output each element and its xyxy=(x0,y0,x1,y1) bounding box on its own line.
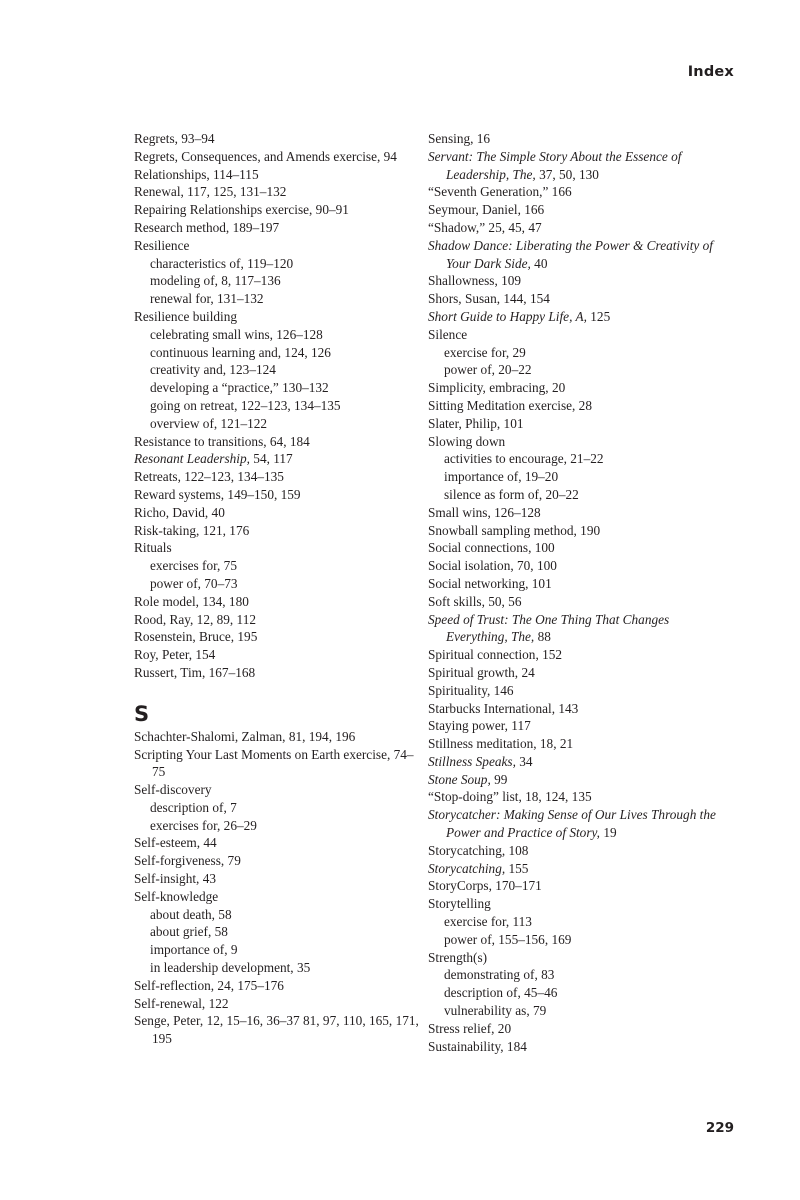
entry-text: characteristics of, 119–120 xyxy=(150,255,294,271)
index-entry xyxy=(134,130,419,148)
entry-text: Shors, Susan, 144, 154 xyxy=(428,291,550,307)
entry-text: Resilience building xyxy=(134,308,238,324)
entry-text: description of, 7 xyxy=(150,799,237,815)
entry-text: modeling of, 8, 117–136 xyxy=(150,273,281,289)
index-subentry xyxy=(428,486,728,504)
entry-text: Soft skills, 50, 56 xyxy=(428,593,522,609)
entry-text: about grief, 58 xyxy=(150,924,228,940)
index-entry xyxy=(428,788,728,806)
index-entry xyxy=(428,700,728,718)
entry-title: Storycatcher: Making Sense of Our Lives Through the Power and Practice of Story, xyxy=(428,807,716,841)
entry-text: Self-renewal, 122 xyxy=(134,995,229,1011)
entry-text: demonstrating of, 83 xyxy=(444,967,555,983)
index-entry xyxy=(428,290,728,308)
entry-text: Repairing Relationships exercise, 90–91 xyxy=(134,202,349,218)
entry-text: Social connections, 100 xyxy=(428,540,555,556)
entry-text: Scripting Your Last Moments on Earth exercise, 74–75 xyxy=(134,746,414,780)
entry-text: Russert, Tim, 167–168 xyxy=(134,664,256,680)
index-subentry xyxy=(134,255,419,273)
entry-text: description of, 45–46 xyxy=(444,985,558,1001)
index-entry xyxy=(428,148,728,184)
index-entry xyxy=(428,433,728,451)
index-subentry xyxy=(428,913,728,931)
entry-text: “Seventh Generation,” 166 xyxy=(428,184,572,200)
index-entry xyxy=(134,888,419,906)
entry-text: Slowing down xyxy=(428,433,506,449)
entry-text: developing a “practice,” 130–132 xyxy=(150,380,329,396)
entry-text: exercise for, 29 xyxy=(444,344,526,360)
index-entry xyxy=(134,486,419,504)
index-entry xyxy=(134,611,419,629)
index-entry xyxy=(134,1012,419,1048)
index-entry xyxy=(428,201,728,219)
entry-text: Regrets, 93–94 xyxy=(134,131,215,146)
running-head: Index xyxy=(687,64,734,80)
entry-text: Shallowness, 109 xyxy=(428,273,522,289)
entry-text: 88 xyxy=(534,629,551,645)
entry-text: Snowball sampling method, 190 xyxy=(428,522,601,538)
index-entry xyxy=(134,183,419,201)
index-subentry xyxy=(428,966,728,984)
entry-text: Sitting Meditation exercise, 28 xyxy=(428,397,592,413)
entry-text: power of, 20–22 xyxy=(444,362,532,378)
entry-text: Self-reflection, 24, 175–176 xyxy=(134,977,284,993)
entry-text: 34 xyxy=(515,753,533,769)
index-entry xyxy=(428,1020,728,1038)
index-entry xyxy=(428,877,728,895)
index-entry xyxy=(134,219,419,237)
entry-text: about death, 58 xyxy=(150,906,232,922)
entry-text: importance of, 19–20 xyxy=(444,469,559,485)
entry-text: “Shadow,” 25, 45, 47 xyxy=(428,219,542,235)
entry-text: Rituals xyxy=(134,540,172,556)
index-entry xyxy=(428,753,728,771)
entry-text: activities to encourage, 21–22 xyxy=(444,451,604,467)
entry-text: Retreats, 122–123, 134–135 xyxy=(134,469,284,485)
entry-text: Relationships, 114–115 xyxy=(134,166,259,182)
entry-text: Silence xyxy=(428,326,468,342)
index-entry xyxy=(428,237,728,273)
index-entry xyxy=(134,308,419,326)
index-entry xyxy=(134,468,419,486)
entry-text: Seymour, Daniel, 166 xyxy=(428,202,545,218)
entry-text: StoryCorps, 170–171 xyxy=(428,878,542,894)
entry-text: Self-discovery xyxy=(134,782,212,798)
entry-text: continuous learning and, 124, 126 xyxy=(150,344,331,360)
entry-text: Regrets, Consequences, and Amends exercise, 94 xyxy=(134,148,397,164)
entry-text: Sensing, 16 xyxy=(428,131,491,146)
entry-text: creativity and, 123–124 xyxy=(150,362,276,378)
entry-text: Simplicity, embracing, 20 xyxy=(428,380,566,396)
entry-text: power of, 155–156, 169 xyxy=(444,931,572,947)
entry-text: Storytelling xyxy=(428,896,491,912)
index-entry xyxy=(428,949,728,967)
index-subentry xyxy=(428,931,728,949)
entry-text: Resistance to transitions, 64, 184 xyxy=(134,433,310,449)
entry-text: Strength(s) xyxy=(428,949,488,965)
index-subentry xyxy=(134,557,419,575)
entry-text: Social networking, 101 xyxy=(428,575,552,591)
entry-text: Self-esteem, 44 xyxy=(134,835,217,851)
entry-text: going on retreat, 122–123, 134–135 xyxy=(150,397,341,413)
index-entry xyxy=(134,977,419,995)
index-entry xyxy=(428,664,728,682)
index-subentry xyxy=(428,450,728,468)
entry-text: renewal for, 131–132 xyxy=(150,291,264,307)
index-subentry xyxy=(134,379,419,397)
index-subentry xyxy=(134,923,419,941)
entry-text: Risk-taking, 121, 176 xyxy=(134,522,250,538)
index-subentry xyxy=(134,799,419,817)
index-subentry xyxy=(134,906,419,924)
index-entry xyxy=(134,870,419,888)
index-entry xyxy=(428,806,728,842)
index-entry xyxy=(428,379,728,397)
entry-text: overview of, 121–122 xyxy=(150,415,268,431)
index-entry xyxy=(134,450,419,468)
index-entry xyxy=(134,781,419,799)
index-entry xyxy=(428,219,728,237)
index-entry xyxy=(428,522,728,540)
index-subentry xyxy=(134,575,419,593)
entry-text: Spiritual growth, 24 xyxy=(428,664,535,680)
entry-text: exercises for, 75 xyxy=(150,558,237,574)
index-entry xyxy=(134,522,419,540)
entry-text: Self-forgiveness, 79 xyxy=(134,853,241,869)
index-subentry xyxy=(134,344,419,362)
index-subentry xyxy=(134,361,419,379)
index-subentry xyxy=(134,326,419,344)
index-subentry xyxy=(134,959,419,977)
entry-title: Speed of Trust: The One Thing That Changes Everything, The, xyxy=(428,611,670,645)
entry-text: in leadership development, 35 xyxy=(150,960,311,976)
entry-text: Richo, David, 40 xyxy=(134,504,225,520)
entry-text: Roy, Peter, 154 xyxy=(134,647,216,663)
index-column-left xyxy=(134,130,419,1048)
index-subentry xyxy=(428,361,728,379)
index-subentry xyxy=(134,272,419,290)
entry-title: Storycatching, xyxy=(428,860,506,876)
entry-text: 37, 50, 130 xyxy=(535,166,599,182)
entry-title: Stone Soup, xyxy=(428,771,491,787)
index-subentry xyxy=(134,817,419,835)
index-entry xyxy=(134,834,419,852)
entry-text: vulnerability as, 79 xyxy=(444,1003,547,1019)
index-entry xyxy=(428,735,728,753)
index-entry xyxy=(428,895,728,913)
index-subentry xyxy=(428,344,728,362)
index-subentry xyxy=(134,290,419,308)
entry-text: Small wins, 126–128 xyxy=(428,504,541,520)
index-entry xyxy=(428,557,728,575)
entry-text: Slater, Philip, 101 xyxy=(428,415,524,431)
entry-text: Self-knowledge xyxy=(134,888,219,904)
entry-title: Stillness Speaks, xyxy=(428,753,516,769)
index-entry xyxy=(134,433,419,451)
index-entry xyxy=(134,995,419,1013)
entry-text: Spirituality, 146 xyxy=(428,682,514,698)
index-entry xyxy=(428,1038,728,1056)
index-entry xyxy=(428,326,728,344)
entry-text: 40 xyxy=(530,255,548,271)
index-subentry xyxy=(134,941,419,959)
entry-text: celebrating small wins, 126–128 xyxy=(150,326,323,342)
index-entry xyxy=(428,611,728,647)
index-column-right xyxy=(428,130,728,1055)
index-entry xyxy=(134,646,419,664)
entry-text: Senge, Peter, 12, 15–16, 36–37 81, 97, 110, 165, 171, 195 xyxy=(134,1013,419,1047)
index-entry xyxy=(428,415,728,433)
index-entry xyxy=(428,593,728,611)
index-entry xyxy=(428,860,728,878)
entry-text: 54, 117 xyxy=(249,451,293,467)
entry-text: exercise for, 113 xyxy=(444,914,532,930)
index-entry xyxy=(428,308,728,326)
index-entry xyxy=(428,646,728,664)
entry-text: 99 xyxy=(490,771,508,787)
entry-text: “Stop-doing” list, 18, 124, 135 xyxy=(428,789,592,805)
index-subentry xyxy=(134,415,419,433)
index-subentry xyxy=(428,984,728,1002)
entry-text: Social isolation, 70, 100 xyxy=(428,558,557,574)
entry-text: Stress relief, 20 xyxy=(428,1020,512,1036)
entry-text: Rosenstein, Bruce, 195 xyxy=(134,629,258,645)
entry-text: Sustainability, 184 xyxy=(428,1038,527,1054)
entry-text: Spiritual connection, 152 xyxy=(428,647,563,663)
entry-title: Servant: The Simple Story About the Essence of Leadership, The, xyxy=(428,148,682,182)
index-entry xyxy=(134,504,419,522)
entry-title: Resonant Leadership, xyxy=(134,451,250,467)
index-entry xyxy=(428,575,728,593)
index-entry xyxy=(428,397,728,415)
index-entry xyxy=(134,628,419,646)
page-number: 229 xyxy=(705,1120,734,1136)
index-entry xyxy=(134,237,419,255)
entry-text: Resilience xyxy=(134,237,190,253)
entry-text: Reward systems, 149–150, 159 xyxy=(134,486,301,502)
entry-text: Staying power, 117 xyxy=(428,718,531,734)
entry-text: Schachter-Shalomi, Zalman, 81, 194, 196 xyxy=(134,728,356,744)
index-entry xyxy=(428,504,728,522)
entry-text: Starbucks International, 143 xyxy=(428,700,579,716)
entry-text: 125 xyxy=(586,308,611,324)
index-entry xyxy=(134,852,419,870)
entry-text: exercises for, 26–29 xyxy=(150,817,257,833)
index-entry xyxy=(428,682,728,700)
index-entry xyxy=(134,148,419,166)
entry-text: silence as form of, 20–22 xyxy=(444,486,579,502)
entry-text: Self-insight, 43 xyxy=(134,871,216,887)
index-entry xyxy=(428,717,728,735)
entry-text: importance of, 9 xyxy=(150,942,238,958)
index-entry xyxy=(428,842,728,860)
index-entry xyxy=(428,539,728,557)
index-entry xyxy=(134,728,419,746)
index-subentry xyxy=(428,1002,728,1020)
entry-text: 19 xyxy=(600,825,617,841)
index-entry xyxy=(134,539,419,557)
entry-text: Stillness meditation, 18, 21 xyxy=(428,736,574,752)
index-entry xyxy=(428,183,728,201)
index-entry xyxy=(134,664,419,682)
index-entry xyxy=(428,272,728,290)
index-entry xyxy=(428,130,728,148)
index-subentry xyxy=(428,468,728,486)
index-entry xyxy=(134,201,419,219)
entry-text: Role model, 134, 180 xyxy=(134,593,249,609)
index-subentry xyxy=(134,397,419,415)
entry-text: power of, 70–73 xyxy=(150,575,238,591)
entry-text: Renewal, 117, 125, 131–132 xyxy=(134,184,287,200)
index-entry xyxy=(134,593,419,611)
section-letter: S xyxy=(134,701,150,726)
entry-title: Shadow Dance: Liberating the Power & Creativity of Your Dark Side, xyxy=(428,237,713,271)
index-entry xyxy=(134,166,419,184)
entry-text: Research method, 189–197 xyxy=(134,219,280,235)
entry-text: Rood, Ray, 12, 89, 112 xyxy=(134,611,257,627)
index-entry xyxy=(134,746,419,782)
entry-title: Short Guide to Happy Life, A, xyxy=(428,308,587,324)
entry-text: Storycatching, 108 xyxy=(428,842,529,858)
entry-text: 155 xyxy=(505,860,529,876)
index-entry xyxy=(428,771,728,789)
